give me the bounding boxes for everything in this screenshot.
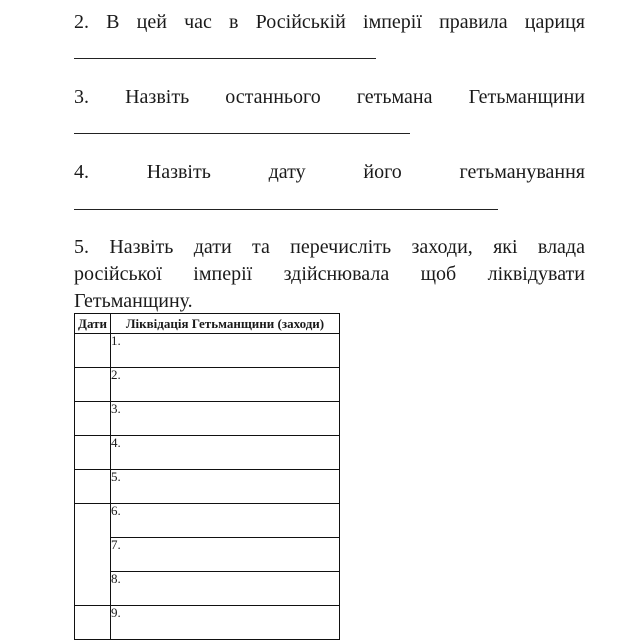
date-cell-merged[interactable] [75,504,111,606]
table-row [75,538,340,572]
question-5-line-3: Гетьманщину. [74,290,193,312]
measure-cell[interactable]: 3. [111,402,340,436]
date-cell[interactable] [75,368,111,402]
table-row [75,436,340,470]
table-row [75,470,340,504]
table-row [75,334,340,368]
measure-cell[interactable]: 5. [111,470,340,504]
table-row [75,606,340,640]
date-cell[interactable] [75,470,111,504]
table-row [75,368,340,402]
measure-cell[interactable]: 6. [111,504,340,538]
table-header-row [75,314,340,334]
header-dates: Дати [75,314,111,334]
date-cell[interactable] [75,334,111,368]
date-cell[interactable] [75,436,111,470]
question-4-text: 4. Назвіть дату його гетьманування [74,161,585,183]
header-measures: Ліквідація Гетьманщини (заходи) [111,314,340,334]
measure-cell[interactable]: 7. [111,538,340,572]
measure-cell[interactable]: 2. [111,368,340,402]
question-5-line-2: російської імперії здійснювала щоб ліквідувати [74,263,585,285]
answer-line-2[interactable] [74,58,376,59]
question-3-text: 3. Назвіть останнього гетьмана Гетьманщини [74,86,585,108]
measure-cell[interactable]: 4. [111,436,340,470]
liquidation-table [74,313,340,640]
measure-cell[interactable]: 1. [111,334,340,368]
date-cell[interactable] [75,402,111,436]
table-row [75,402,340,436]
question-5-line-1: 5. Назвіть дати та перечисліть заходи, які влада [74,236,585,258]
measure-cell[interactable]: 8. [111,572,340,606]
table-row [75,504,340,538]
table-row [75,572,340,606]
measure-cell[interactable]: 9. [111,606,340,640]
answer-line-4[interactable] [74,209,498,210]
answer-line-3[interactable] [74,133,410,134]
question-2-text: 2. В цей час в Російській імперії правила цариця [74,11,585,33]
date-cell[interactable] [75,606,111,640]
